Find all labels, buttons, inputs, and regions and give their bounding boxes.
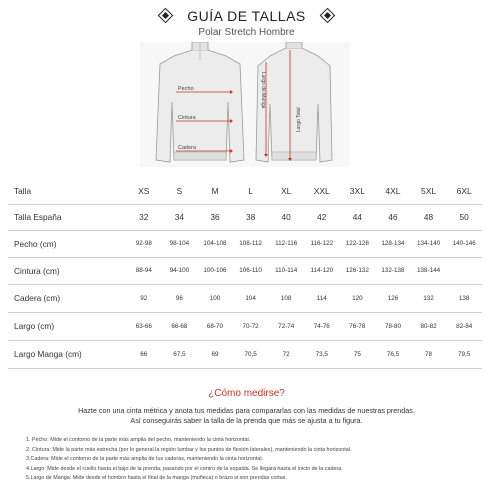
table-cell: 3XL <box>340 178 376 204</box>
intro-line-1: Hazte con una cinta métrica y anota tus medidas para compararlas con las medidas de nuestras prendas. <box>78 406 415 415</box>
table-cell: 74-76 <box>304 312 340 340</box>
table-cell: 32 <box>126 204 162 230</box>
instruction-item: 2. Cintura: Mide la parte más estrecha (por lo general la región lumbar y los puntos de flexión laterales), manteniendo la cinta horizontal. <box>26 446 352 453</box>
instruction-item: 4.Largo: Mide desde el cuello hasta el bajo de la prenda, pasando por el centro de la espalda. Se llegará hasta el inicio de la cadera. <box>26 465 343 472</box>
table-cell: 70-72 <box>233 312 269 340</box>
table-cell: 138 <box>446 284 482 312</box>
table-row <box>8 284 482 312</box>
table-cell: M <box>197 178 233 204</box>
table-cell: 122-128 <box>340 230 376 257</box>
row-label: Largo Manga (cm) <box>8 340 126 368</box>
table-cell: 72-74 <box>268 312 304 340</box>
table-cell: 96 <box>162 284 198 312</box>
table-cell: 78 <box>411 340 447 368</box>
table-row <box>8 312 482 340</box>
table-cell: 6XL <box>446 178 482 204</box>
table-cell: 88-94 <box>126 257 162 284</box>
table-cell: 70,5 <box>233 340 269 368</box>
table-cell: 114 <box>304 284 340 312</box>
table-cell: S <box>162 178 198 204</box>
table-cell: 106-110 <box>233 257 269 284</box>
table-cell: 67,5 <box>162 340 198 368</box>
table-cell: 72 <box>268 340 304 368</box>
table-cell: 34 <box>162 204 198 230</box>
instruction-item: 5.Largo de Manga: Mide desde el hombro hasta el final de la manga (muñeca) o brazo si son prendas cortas. <box>26 475 287 482</box>
row-label: Largo (cm) <box>8 312 126 340</box>
front-garment <box>156 42 244 162</box>
table-row <box>8 257 482 284</box>
table-cell: 63-66 <box>126 312 162 340</box>
table-row <box>8 204 482 230</box>
table-cell: 68-70 <box>197 312 233 340</box>
garment-illustration <box>140 42 350 167</box>
how-to-measure-title: ¿Cómo medirse? <box>208 388 285 399</box>
table-cell: 94-100 <box>162 257 198 284</box>
table-cell: 46 <box>375 204 411 230</box>
table-cell: 92-98 <box>126 230 162 257</box>
table-cell: 38 <box>233 204 269 230</box>
table-cell: 82-84 <box>446 312 482 340</box>
table-cell: 76,5 <box>375 340 411 368</box>
table-cell: 75 <box>340 340 376 368</box>
table-cell: 104 <box>233 284 269 312</box>
table-cell: 50 <box>446 204 482 230</box>
table-cell: 140-146 <box>446 230 482 257</box>
table-cell: 66 <box>126 340 162 368</box>
row-label: Talla <box>8 178 126 204</box>
row-label: Pecho (cm) <box>8 230 126 257</box>
table-row <box>8 178 482 204</box>
table-cell <box>446 257 482 284</box>
table-cell: 78-80 <box>375 312 411 340</box>
how-to-intro <box>40 406 453 426</box>
table-cell: 138-144 <box>411 257 447 284</box>
table-cell: 114-120 <box>304 257 340 284</box>
table-cell: 100-106 <box>197 257 233 284</box>
waist-label: Cintura <box>178 115 196 121</box>
table-cell: 104-108 <box>197 230 233 257</box>
table-cell: 110-114 <box>268 257 304 284</box>
table-cell: 132-138 <box>375 257 411 284</box>
table-cell: 108-112 <box>233 230 269 257</box>
instruction-item: 3.Cadera: Mide el contorno de la parte más amplia de tus caderas, manteniendo la cinta horizontal. <box>26 456 264 463</box>
intro-line-2: Así conseguirás saber la talla de la prenda que más se ajusta a tu figura. <box>130 416 363 425</box>
table-cell: 40 <box>268 204 304 230</box>
table-cell: 66-68 <box>162 312 198 340</box>
table-cell: XXL <box>304 178 340 204</box>
table-cell: 132 <box>411 284 447 312</box>
instruction-item: 1. Pecho: Mide el contorno de la parte más amplia del pecho, manteniendo la cinta horizontal. <box>26 437 251 443</box>
table-cell: 126 <box>375 284 411 312</box>
sleeve-label: Largo de Manga <box>260 72 266 109</box>
table-cell: 112-116 <box>268 230 304 257</box>
length-label: Largo Total <box>296 107 302 132</box>
table-cell: 108 <box>268 284 304 312</box>
measuring-instructions <box>26 436 486 484</box>
table-cell: 134-140 <box>411 230 447 257</box>
hip-label: Cadera <box>178 145 197 151</box>
table-cell: 98-104 <box>162 230 198 257</box>
table-cell: 5XL <box>411 178 447 204</box>
page-subtitle: Polar Stretch Hombre <box>198 27 295 38</box>
page-title: GUÍA DE TALLAS <box>187 8 306 24</box>
back-garment <box>256 42 332 162</box>
table-cell: 48 <box>411 204 447 230</box>
table-cell: XL <box>268 178 304 204</box>
row-label: Cadera (cm) <box>8 284 126 312</box>
row-label: Talla España <box>8 204 126 230</box>
table-cell: 42 <box>304 204 340 230</box>
garment-svg <box>140 42 350 167</box>
table-cell: 80-82 <box>411 312 447 340</box>
table-cell: 73,5 <box>304 340 340 368</box>
table-cell: 44 <box>340 204 376 230</box>
size-table <box>8 178 482 369</box>
table-cell: 116-122 <box>304 230 340 257</box>
table-cell: 79,5 <box>446 340 482 368</box>
table-cell: 120 <box>340 284 376 312</box>
table-cell: 69 <box>197 340 233 368</box>
table-cell: 100 <box>197 284 233 312</box>
table-cell: 36 <box>197 204 233 230</box>
table-row <box>8 340 482 368</box>
table-cell: XS <box>126 178 162 204</box>
chest-label: Pecho <box>178 86 194 92</box>
table-cell: L <box>233 178 269 204</box>
table-cell: 76-78 <box>340 312 376 340</box>
row-label: Cintura (cm) <box>8 257 126 284</box>
table-cell: 92 <box>126 284 162 312</box>
table-row <box>8 230 482 257</box>
table-cell: 126-132 <box>340 257 376 284</box>
table-cell: 4XL <box>375 178 411 204</box>
table-cell: 128-134 <box>375 230 411 257</box>
